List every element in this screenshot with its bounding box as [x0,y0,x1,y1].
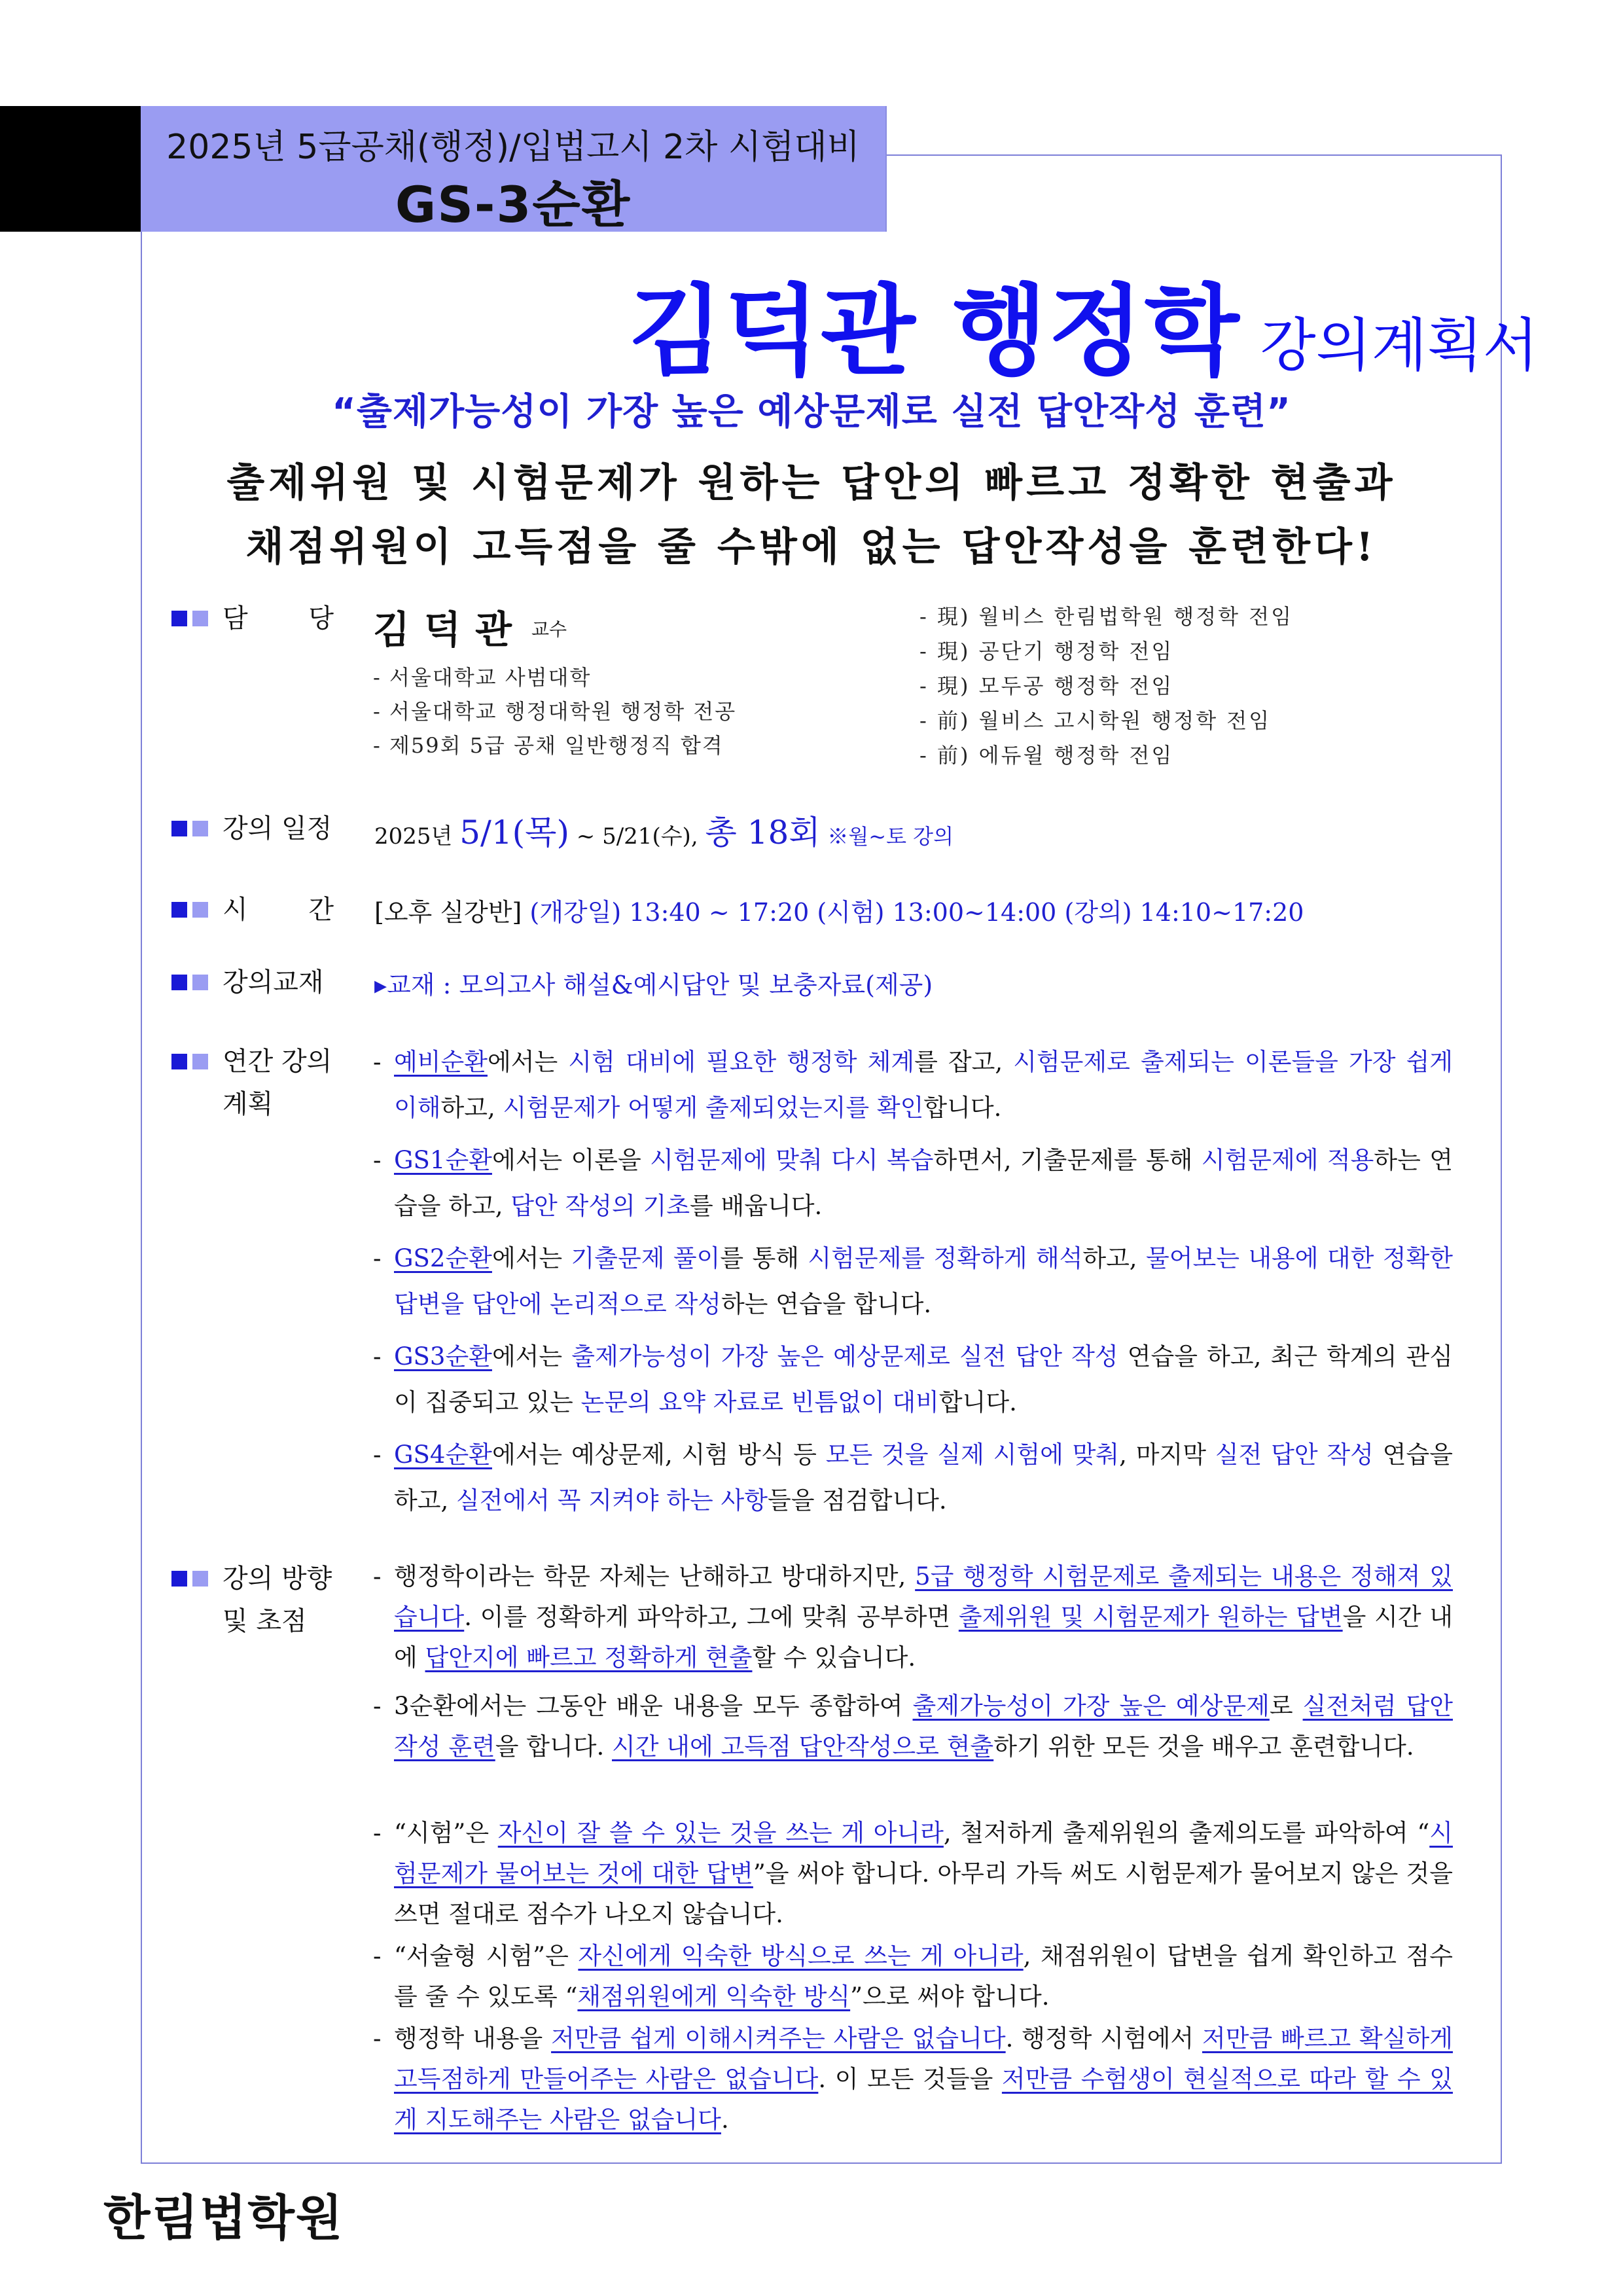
career-item: - 現) 월비스 한림법학원 행정학 전임 [919,604,1294,629]
plan-text: 를 배웁니다. [689,1192,823,1220]
time-open: (개강일) 13:40 ~ 17:20 [529,898,810,927]
time-value [374,892,1304,928]
plan-text: 시험 대비에 필요한 행정학 체계 [568,1048,915,1076]
textbook-value: ▸교재 : 모의고사 해설&예시답안 및 보충자료(제공) [374,971,933,999]
direction-label-2: 및 초점 [223,1606,307,1636]
career-item: - 現) 공단기 행정학 전임 [919,639,1174,664]
plan-item: - 예비순환에서는 시험 대비에 필요한 행정학 체계를 잡고, 시험문제로 출제되는 이론들을 가장 쉽게 이해하고, 시험문제가 어떻게 출제되었는지를 확인합니다. [373,1048,1453,1122]
schedule-range: ~ 5/21(수), [576,823,698,850]
direction-emphasis: 저만큼 쉽게 이해시켜주는 사람은 없습니다 [551,2024,1006,2053]
direction-text: 할 수 있습니다. [752,1643,916,1672]
direction-emphasis: 시간 내에 고득점 답안작성으로 현출 [612,1732,994,1761]
plan-text: 에서는 예상문제, 시험 방식 등 [491,1441,826,1469]
plan-term: GS3순환 [394,1342,492,1371]
time-exam: (시험) 13:00~14:00 [817,898,1057,927]
direction-emphasis: 시험문제가 물어보는 것에 대한 답변 [394,1819,1453,1888]
schedule-label: 강의 일정 [223,814,332,844]
direction-emphasis: 답안지에 빠르고 정확하게 현출 [425,1643,753,1672]
document-title [628,252,1539,393]
plan-text: , 마지막 [1119,1441,1215,1469]
plan-text: 에서는 [487,1048,569,1076]
direction-item: - 행정학이라는 학문 자체는 난해하고 방대하지만, 5급 행정학 시험문제로 출제되는 내용은 정해져 있습니다. 이를 정확하게 파악하고, 그에 맞춰 공부하면 출제위원 및 시험문제가 원하는 답변을 시간 내에 답안지에 빠르고 정확하게 현출할 수 있습니다. [373,1562,1453,1672]
direction-text: “시험”은 [394,1819,498,1847]
direction-emphasis: 저만큼 수험생이 현실적으로 따라 할 수 있게 지도해주는 사람은 없습니다 [394,2065,1453,2134]
direction-item: - “시험”은 자신이 잘 쓸 수 있는 것을 쓰는 게 아니라, 철저하게 출제위원의 출제의도를 파악하여 “시험문제가 물어보는 것에 대한 답변”을 써야 합니다. 아무리 가득 써도 시험문제가 물어보지 않은 것을 쓰면 절대로 점수가 나오지 않습니다. [373,1819,1453,1928]
education-item: - 서울대학교 사범대학 [373,665,592,690]
plan-text: 를 통해 [720,1244,808,1272]
intro-line-1: 출제위원 및 시험문제가 원하는 답안의 빠르고 정확한 현출과 [226,460,1397,506]
plan-text: 하는 연습을 하고, [394,1146,1453,1220]
direction-text: 로 [1269,1692,1303,1720]
slogan: “출제가능성이 가장 높은 예상문제로 실전 답안작성 훈련” [332,391,1291,433]
direction-emphasis: 저만큼 빠르고 확실하게 고득점하게 만들어주는 사람은 없습니다 [394,2024,1454,2093]
direction-item: - 행정학 내용을 저만큼 쉽게 이해시켜주는 사람은 없습니다. 행정학 시험에서 저만큼 빠르고 확실하게 고득점하게 만들어주는 사람은 없습니다. 이 모든 것들을 저만큼 수험생이 현실적으로 따라 할 수 있게 지도해주는 사람은 없습니다. [373,2024,1454,2134]
plan-text: 시험문제가 어떻게 출제되었는지를 확인 [503,1094,924,1122]
direction-text: 행정학이라는 학문 자체는 난해하고 방대하지만, [394,1562,916,1590]
direction-text: 하기 위한 모든 것을 배우고 훈련합니다. [993,1732,1414,1761]
career-item: - 現) 모두공 행정학 전임 [919,673,1174,698]
plan-term: 예비순환 [394,1048,488,1076]
section-bullet-icon [171,1054,213,1069]
annual-plan-label-1: 연간 강의 [223,1047,332,1077]
textbook-label: 강의교재 [223,967,324,997]
direction-text: . [721,2106,729,2134]
instructor-title: 교수 [531,619,567,640]
section-bullet-icon [171,611,213,626]
direction-emphasis: 실전처럼 답안작성 훈련 [394,1692,1454,1761]
plan-text: 답안 작성의 기초 [510,1192,690,1220]
plan-text: 시험문제로 출제되는 이론들을 가장 쉽게 이해 [394,1048,1453,1122]
plan-text: 하고, [1082,1244,1146,1272]
plan-text: 를 잡고, [914,1048,1014,1076]
direction-text: . 이를 정확하게 파악하고, 그에 맞춰 공부하면 [464,1603,959,1631]
schedule-note: ※월~토 강의 [827,824,954,849]
plan-text: 에서는 이론을 [491,1146,651,1174]
plan-text: 하고, [440,1094,503,1122]
education-item: - 서울대학교 행정대학원 행정학 전공 [373,699,737,724]
direction-emphasis: 자신이 잘 쓸 수 있는 것을 쓰는 게 아니라 [497,1819,944,1847]
direction-text: 을 합니다. [495,1732,612,1761]
plan-text: 합니다. [923,1094,1002,1122]
plan-text: 물어보는 내용에 대한 정확한 답변을 답안에 논리적으로 작성 [394,1244,1454,1318]
direction-text: 행정학 내용을 [394,2024,552,2053]
plan-text: 하면서, 기출문제를 통해 [933,1146,1202,1174]
time-label: 시 간 [223,895,360,925]
career-item: - 前) 에듀윌 행정학 전임 [919,743,1174,768]
direction-text: ”으로 써야 합니다. [850,1982,1050,2011]
plan-text: 합니다. [938,1388,1017,1416]
direction-label-1: 강의 방향 [223,1564,332,1594]
plan-item: - GS2순환에서는 기출문제 풀이를 통해 시험문제를 정확하게 해석하고, 물어보는 내용에 대한 정확한 답변을 답안에 논리적으로 작성하는 연습을 합니다. [373,1244,1454,1318]
plan-text: 모든 것을 실제 시험에 맞춰 [825,1441,1120,1469]
time-lecture: (강의) 14:10~17:20 [1064,898,1304,927]
plan-text: 하는 연습을 합니다. [721,1290,932,1318]
education-item: - 제59회 5급 공채 일반행정직 합격 [373,733,724,758]
title-sub: 강의계획서 [1260,312,1539,379]
plan-text: 논문의 요약 자료로 빈틈없이 대비 [580,1388,939,1416]
direction-emphasis: 출제가능성이 가장 높은 예상문제 [912,1692,1270,1720]
direction-text: . 행정학 시험에서 [1005,2024,1202,2053]
header-box [141,106,887,232]
instructor-name: 김덕관 [373,607,527,652]
direction-text: “서술형 시험”은 [394,1942,579,1970]
plan-text: 시험문제에 적용 [1201,1146,1374,1174]
annual-plan-label-2: 계획 [223,1089,274,1119]
direction-item: - 3순환에서는 그동안 배운 내용을 모두 종합하여 출제가능성이 가장 높은 예상문제로 실전처럼 답안작성 훈련을 합니다. 시간 내에 고득점 답안작성으로 현출하기 위한 모든 것을 배우고 훈련합니다. [373,1692,1454,1761]
plan-text: 기출문제 풀이 [571,1244,721,1272]
career-item: - 前) 월비스 고시학원 행정학 전임 [919,708,1272,733]
section-bullet-icon [171,902,213,918]
hanrim-logo: 한림법학원 [103,2190,344,2246]
plan-term: GS1순환 [394,1146,492,1174]
plan-term: GS2순환 [394,1244,492,1272]
plan-text: 시험문제에 맞춰 다시 복습 [650,1146,934,1174]
direction-text: , 철저하게 출제위원의 출제의도를 파악하여 “ [943,1819,1430,1847]
title-main: 김덕관 행정학 [628,275,1241,389]
direction-text: , 채점위원이 답변을 쉽게 확인하고 점수를 줄 수 있도록 “ [394,1942,1453,2011]
time-class: [오후 실강반] [374,898,522,927]
section-bullet-icon [171,821,213,836]
plan-text: 에서는 [491,1244,571,1272]
section-bullet-icon [171,975,213,990]
header-black-block [0,106,141,232]
plan-term: GS4순환 [394,1441,492,1469]
plan-text: 에서는 [491,1342,572,1371]
plan-text: 시험문제를 정확하게 해석 [808,1244,1083,1272]
schedule-value [374,806,954,853]
schedule-total: 총 18회 [705,814,821,852]
schedule-start: 5/1(목) [459,814,569,852]
header-course-name: GS-3순환 [395,175,632,234]
plan-text: 실전 답안 작성 [1215,1441,1374,1469]
direction-text: ”을 써야 합니다. 아무리 가득 써도 시험문제가 물어보지 않은 것을 쓰면 절대로 점수가 나오지 않습니다. [394,1859,1453,1928]
direction-text: 을 시간 내에 [394,1603,1453,1672]
direction-emphasis: 채점위원에게 익숙한 방식 [577,1982,851,2011]
direction-emphasis: 출제위원 및 시험문제가 원하는 답변 [958,1603,1343,1631]
plan-item: - GS4순환에서는 예상문제, 시험 방식 등 모든 것을 실제 시험에 맞춰, 마지막 실전 답안 작성 연습을 하고, 실전에서 꼭 지켜야 하는 사항들을 점검합니다. [373,1441,1453,1515]
plan-text: 실전에서 꼭 지켜야 하는 사항 [456,1486,768,1515]
plan-text: 연습을 하고, [394,1441,1453,1515]
direction-item: - “서술형 시험”은 자신에게 익숙한 방식으로 쓰는 게 아니라, 채점위원이 답변을 쉽게 확인하고 점수를 줄 수 있도록 “채점위원에게 익숙한 방식”으로 써야 합니다. [373,1942,1453,2011]
section-bullet-icon [171,1571,213,1587]
direction-emphasis: 5급 행정학 시험문제로 출제되는 내용은 정해져 있습니다 [394,1562,1453,1631]
plan-item: - GS1순환에서는 이론을 시험문제에 맞춰 다시 복습하면서, 기출문제를 통해 시험문제에 적용하는 연습을 하고, 답안 작성의 기초를 배웁니다. [373,1146,1453,1220]
direction-emphasis: 자신에게 익숙한 방식으로 쓰는 게 아니라 [578,1942,1024,1970]
instructor-label: 담 당 [223,603,360,634]
schedule-year: 2025년 [374,823,453,850]
plan-text: 출제가능성이 가장 높은 예상문제로 실전 답안 작성 [571,1342,1118,1371]
plan-text: 들을 점검합니다. [767,1486,947,1515]
plan-text: 연습을 하고, 최근 학계의 관심이 집중되고 있는 [394,1342,1453,1416]
plan-item: - GS3순환에서는 출제가능성이 가장 높은 예상문제로 실전 답안 작성 연습을 하고, 최근 학계의 관심이 집중되고 있는 논문의 요약 자료로 빈틈없이 대비합니다. [373,1342,1453,1416]
direction-text: . 이 모든 것들을 [818,2065,1002,2093]
direction-text: 3순환에서는 그동안 배운 내용을 모두 종합하여 [394,1692,913,1720]
intro-line-2: 채점위원이 고득점을 줄 수밖에 없는 답안작성을 훈련한다! [245,524,1378,570]
header-exam-title: 2025년 5급공채(행정)/입법고시 2차 시험대비 [166,128,860,167]
